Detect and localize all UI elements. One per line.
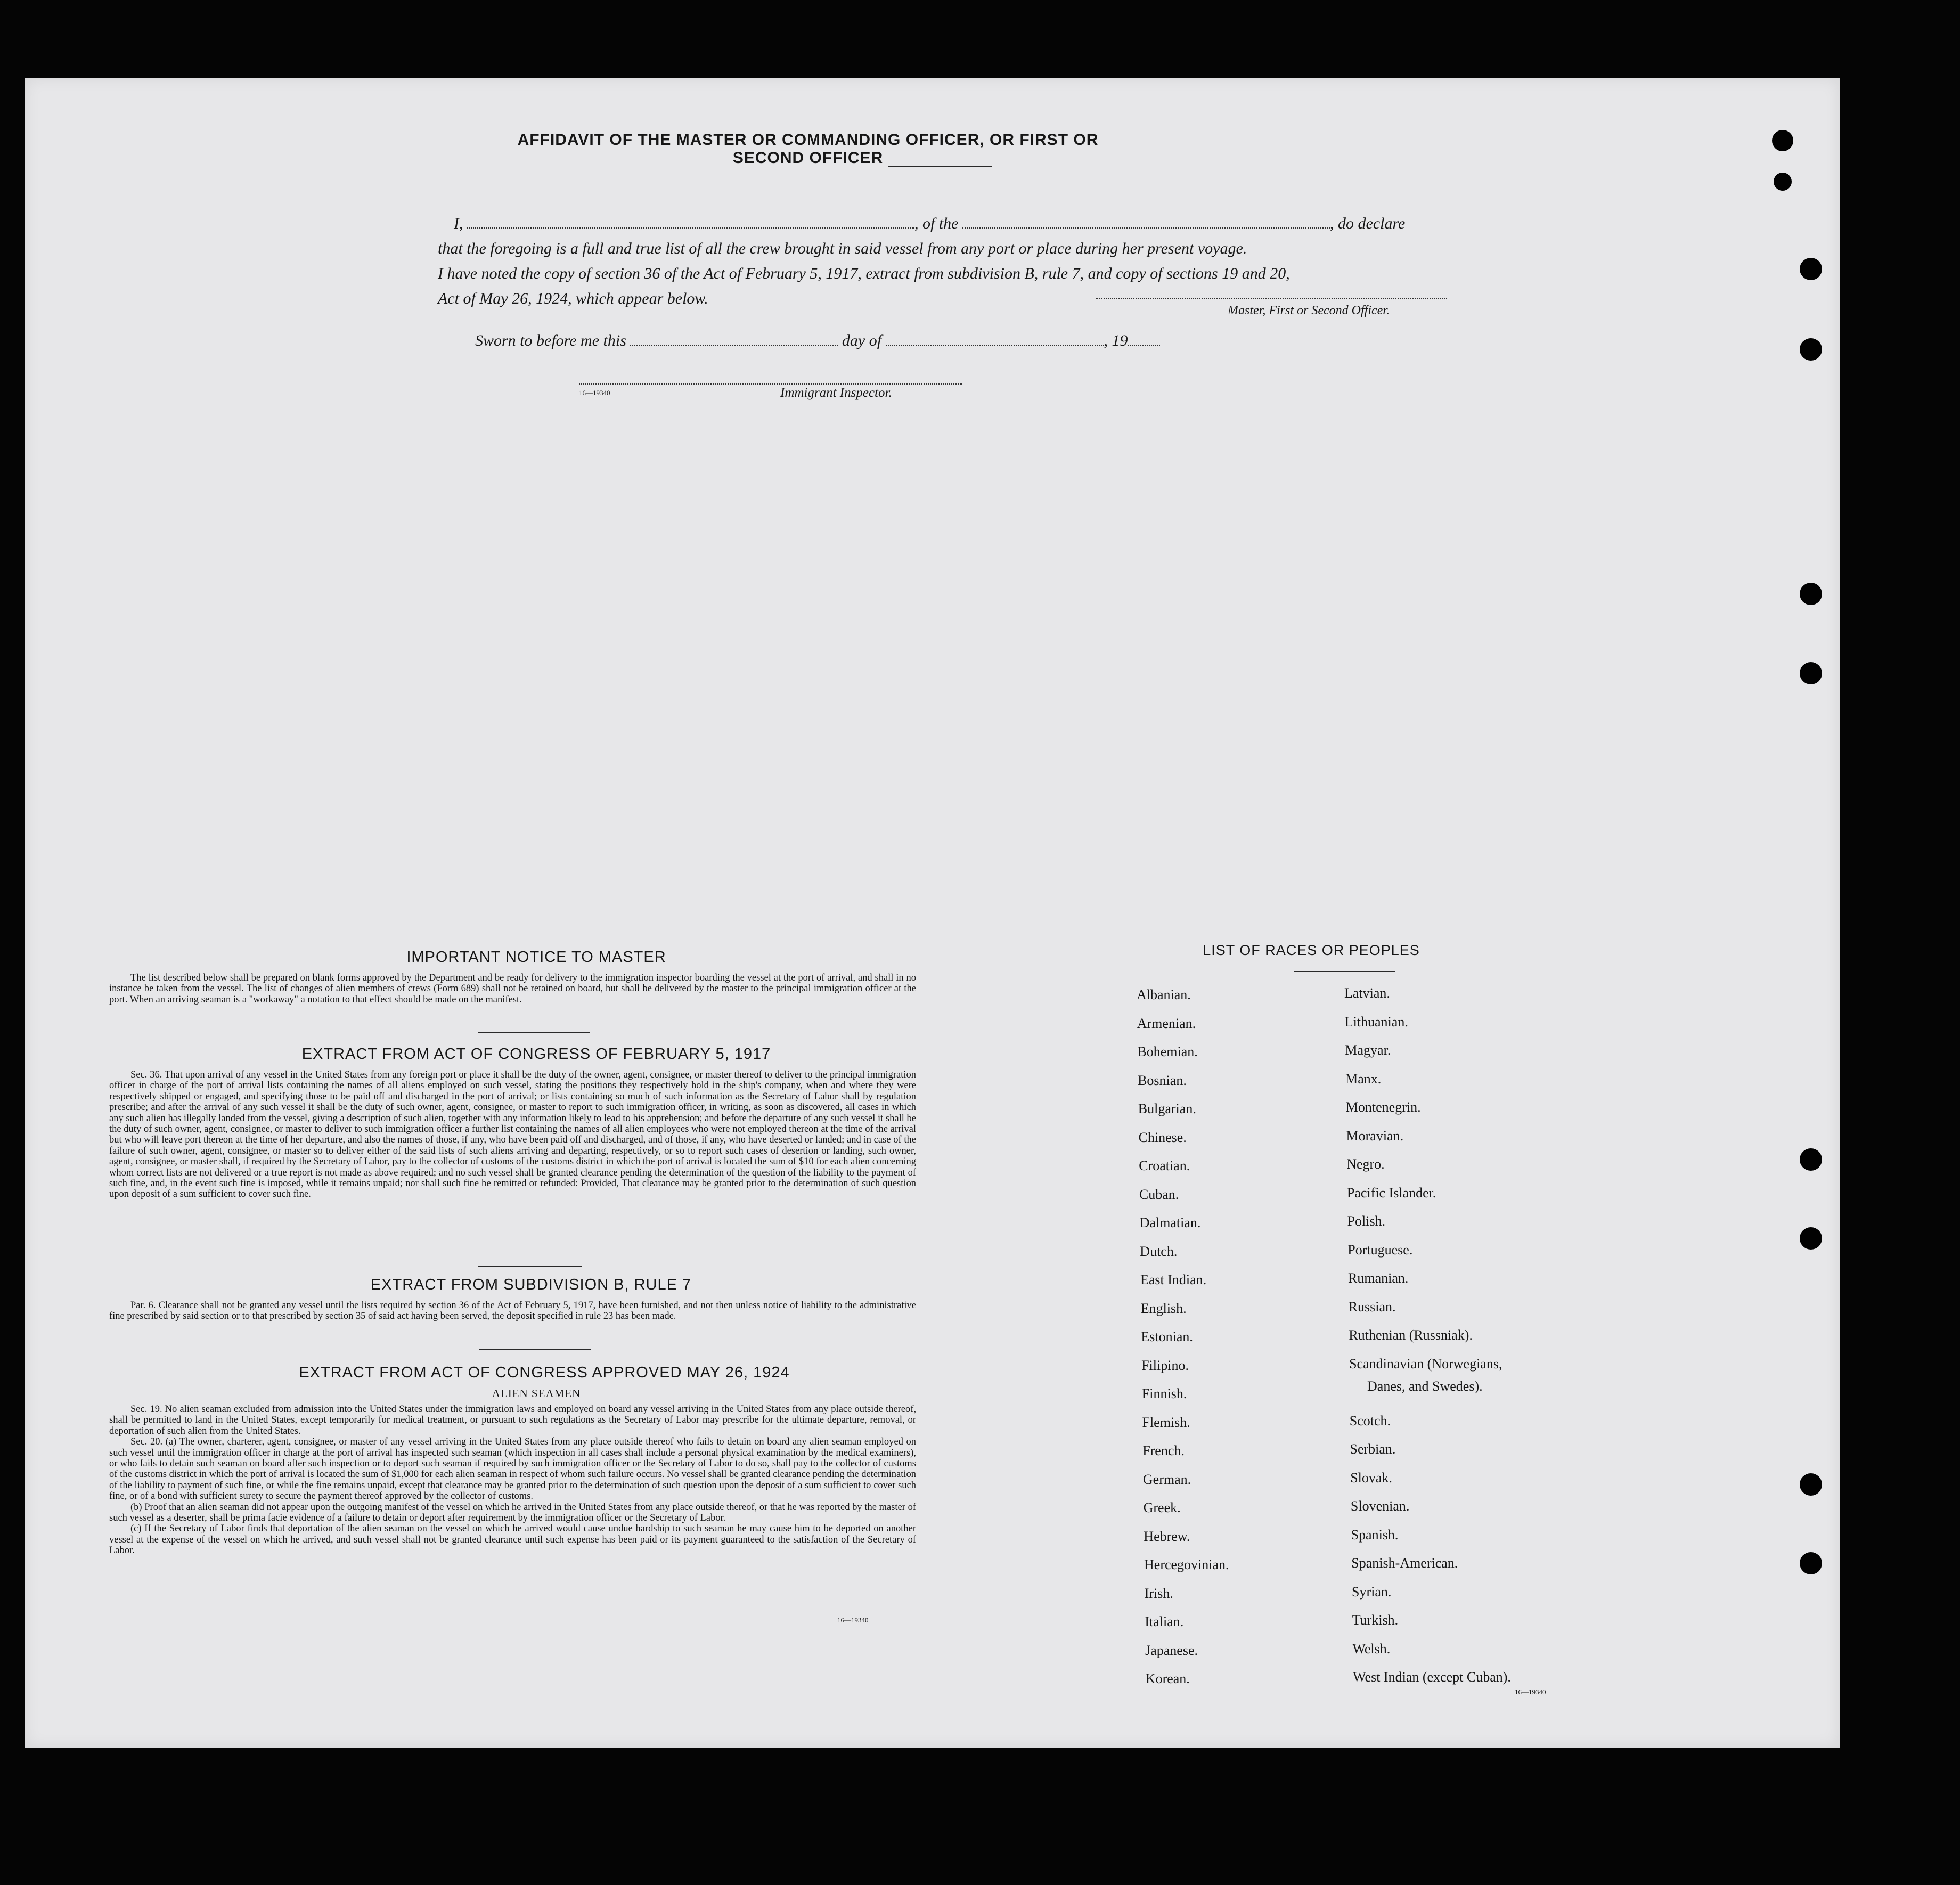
- declaration-of-the: , of the: [914, 215, 959, 232]
- punch-hole: [1800, 662, 1822, 684]
- race-item: Spanish.: [1351, 1527, 1399, 1543]
- race-item: Dalmatian.: [1139, 1215, 1201, 1230]
- race-item: West Indian (except Cuban).: [1353, 1669, 1511, 1685]
- races-form-number: 16—19340: [1515, 1688, 1546, 1696]
- race-item: Portuguese.: [1348, 1242, 1413, 1258]
- punch-hole: [1774, 173, 1792, 191]
- notice-text: [109, 973, 916, 1005]
- race-item: Pacific Islander.: [1346, 1185, 1436, 1201]
- race-item: Polish.: [1347, 1213, 1386, 1229]
- race-item: Korean.: [1145, 1671, 1190, 1686]
- sworn-text: Sworn to before me this: [475, 332, 626, 349]
- day-of-text: day of: [842, 332, 882, 349]
- race-item: Bohemian.: [1137, 1044, 1198, 1059]
- race-item: Bulgarian.: [1138, 1101, 1196, 1116]
- affidavit-title: AFFIDAVIT OF THE MASTER OR COMMANDING OFFICER, OR FIRST OR SECOND OFFICER: [517, 131, 1099, 167]
- race-item: Estonian.: [1141, 1329, 1193, 1344]
- declaration-line-2: that the foregoing is a full and true list of all the crew brought in said vessel from any port or place during her present voyage.: [438, 240, 1247, 257]
- master-signature-line[interactable]: [1096, 298, 1447, 299]
- race-item: Serbian.: [1350, 1441, 1396, 1457]
- punch-hole: [1800, 1148, 1822, 1171]
- race-item: Spanish-American.: [1351, 1555, 1458, 1571]
- master-signature-label: Master, First or Second Officer.: [1228, 304, 1390, 317]
- affidavit-form-number: 16—19340: [579, 389, 610, 397]
- section-19: Sec. 19. No alien seaman excluded from admission into the United States under the immigration laws and employed on board any vessel arriving in the United States from any place outside thereof, shall be permitted to land in the United States, except temporarily for medical treatment, or pursuant to such regulations as the Secretary of Labor may prescribe for the ultimate departure, removal, or deportation of such alien from the United States.: [109, 1404, 916, 1437]
- declaration-line: [438, 211, 1476, 236]
- extract-1924-title: EXTRACT FROM ACT OF CONGRESS APPROVED MAY 26, 1924: [299, 1364, 790, 1381]
- sworn-day-field[interactable]: [630, 333, 838, 346]
- race-item: Negro.: [1346, 1156, 1385, 1172]
- alien-seamen-subtitle: ALIEN SEAMEN: [492, 1387, 581, 1400]
- extract-1917-text: [109, 1070, 916, 1200]
- declaration-i: I,: [454, 215, 463, 232]
- punch-hole: [1800, 1552, 1822, 1574]
- declaration-do-declare: , do declare: [1330, 215, 1406, 232]
- name-field[interactable]: [467, 216, 914, 229]
- punch-hole: [1800, 258, 1822, 280]
- race-item: Turkish.: [1352, 1612, 1399, 1628]
- title-divider: [888, 166, 992, 167]
- race-item: East Indian.: [1140, 1272, 1207, 1287]
- races-divider: [1294, 971, 1395, 972]
- race-item: Slovenian.: [1350, 1498, 1410, 1514]
- race-item: Cuban.: [1139, 1186, 1179, 1202]
- punch-hole: [1772, 130, 1793, 151]
- sworn-year-field[interactable]: [1128, 333, 1160, 346]
- section-20b: (b) Proof that an alien seaman did not appear upon the outgoing manifest of the vessel on which he arrived in the United States from any place outside thereof, or that he was reported by the master of such vessel as a deserter, shall be prima facie evidence of a failure to detain or deport after requirement by the immigration officer or the Secretary of Labor.: [109, 1502, 916, 1524]
- race-item: Syrian.: [1352, 1584, 1392, 1600]
- extract-1917-title: EXTRACT FROM ACT OF CONGRESS OF FEBRUARY 5, 1917: [301, 1046, 771, 1063]
- rule-7-text: [109, 1300, 916, 1322]
- race-item: Slovak.: [1350, 1470, 1392, 1486]
- extract-form-number: 16—19340: [837, 1616, 869, 1624]
- notice-paragraph: The list described below shall be prepared on blank forms approved by the Department and be ready for delivery to the immigration inspector boarding the vessel at the port of arrival, and shall in no instance be taken from the vessel. The list of changes of alien members of crews (Form 689) shall not be retained on board, but shall be delivered by the master to the principal immigration officer at the port. When an arriving seaman is a "workaway" a notation to that effect should be made on the manifest.: [109, 973, 916, 1005]
- rule-7-title: EXTRACT FROM SUBDIVISION B, RULE 7: [370, 1276, 692, 1293]
- race-item: Russian.: [1348, 1299, 1396, 1315]
- race-item: Chinese.: [1138, 1129, 1187, 1145]
- race-item: Welsh.: [1352, 1641, 1391, 1656]
- race-item: Hebrew.: [1144, 1528, 1190, 1544]
- race-item: Latvian.: [1344, 985, 1390, 1001]
- section-36: Sec. 36. That upon arrival of any vessel in the United States from any foreign port or place it shall be the duty of the owner, agent, consignee, or master thereof to deliver to the principal immigration officer in charge of the port of arrival lists containing the names of all aliens employed on such vessel, stating the positions they respectively hold in the ship's company, when and where they were respectively shipped or engaged, and specifying those to be paid off and discharged in the port of arrival; or lists containing so much of such information as the Secretary of Labor shall by regulation prescribe; and after the arrival of any such vessel it shall be the duty of such owner, agent, consignee, or master to report to such immigration officer, in writing, as soon as discovered, all cases in which any such alien has illegally landed from the vessel, giving a description of such alien, together with any information likely to lead to his apprehension; and before the departure of any such vessel it shall be the duty of such owner, agent, consignee, or master to deliver to such immigration officer a further list containing the names of all alien employees who were not employed thereon at the time of the arrival but who will leave port thereon at the time of her departure, and also the names of those, if any, who have been paid off and discharged, and of those, if any, who have deserted or landed; and in case of the failure of such owner, agent, consignee, or master so to deliver either of the said lists of such aliens arriving and departing, respectively, or so to report such cases of desertion or landing, such owner, agent, consignee, or master shall, if required by the Secretary of Labor, pay to the collector of customs of the customs district in which the port of arrival is located the sum of $10 for each alien concerning whom correct lists are not delivered or a true report is not made as above required; and no such vessel shall be granted clearance pending the determination of the question of the liability to the payment of such fine, and, in the event such fine is imposed, while it remains unpaid; nor shall such fine be remitted or refunded: Provided, That clearance may be granted prior to the determination of such question upon deposit of a sum sufficient to cover such fine.: [109, 1070, 916, 1200]
- race-item: Montenegrin.: [1345, 1099, 1421, 1115]
- section-20a: Sec. 20. (a) The owner, charterer, agent, consignee, or master of any vessel arriving in the United States from any place outside thereof who fails to detain on board any alien seaman employed on such vessel until the immigration officer in charge at the port of arrival has inspected such seaman (which inspection in all cases shall include a personal physical examination by the medical examiners), or who fails to detain such seaman on board after such inspection or to deport such seaman if required by such immigration officer or the Secretary of Labor to do so, shall pay to the collector of customs of the customs district in which the port of arrival is located the sum of $1,000 for each alien seaman in respect of whom such failure occurs. No vessel shall be granted clearance pending the determination of the liability to payment of such fine, or while the fine remains unpaid, except that clearance may be granted prior to the determination of such question upon the deposit of a sum sufficient to cover such fine, or of a bond with sufficient surety to secure the payment thereof approved by the collector of customs.: [109, 1437, 916, 1502]
- race-item: Scandinavian (Norwegians,: [1349, 1356, 1502, 1372]
- vessel-field[interactable]: [962, 216, 1330, 229]
- year-prefix: , 19: [1104, 332, 1128, 349]
- race-item: Lithuanian.: [1344, 1014, 1408, 1030]
- punch-hole: [1800, 338, 1822, 361]
- race-item: Japanese.: [1145, 1642, 1198, 1658]
- race-item: Italian.: [1145, 1614, 1184, 1629]
- inspector-label: Immigrant Inspector.: [780, 386, 892, 400]
- race-item: Bosnian.: [1138, 1072, 1187, 1088]
- scandinavian-continuation: Danes, and Swedes).: [1367, 1378, 1483, 1394]
- race-item: Albanian.: [1137, 987, 1191, 1002]
- race-item: Croatian.: [1139, 1158, 1190, 1173]
- affidavit-body: [438, 211, 1476, 311]
- extract-1917-divider: [478, 1266, 582, 1267]
- notice-title: IMPORTANT NOTICE TO MASTER: [406, 949, 666, 966]
- race-item: Irish.: [1144, 1585, 1173, 1601]
- sworn-month-field[interactable]: [886, 333, 1104, 346]
- race-item: Armenian.: [1137, 1015, 1196, 1031]
- rule-7-divider: [479, 1349, 591, 1350]
- race-item: French.: [1142, 1443, 1185, 1458]
- race-item: German.: [1142, 1471, 1191, 1487]
- paragraph-6: Par. 6. Clearance shall not be granted any vessel until the lists required by section 36 of the Act of February 5, 1917, have been furnished, and not then unless notice of liability to the administrative fine prescribed by said section or to that prescribed by section 35 of said act having been served, the deposit specified in rule 23 has been made.: [109, 1300, 916, 1322]
- race-item: Flemish.: [1142, 1414, 1190, 1430]
- punch-hole: [1800, 583, 1822, 605]
- extract-1924-text: [109, 1404, 916, 1556]
- race-item: Filipino.: [1141, 1357, 1189, 1373]
- race-item: English.: [1140, 1300, 1187, 1316]
- race-item: Finnish.: [1141, 1386, 1187, 1401]
- race-item: Magyar.: [1345, 1042, 1391, 1058]
- race-item: Moravian.: [1346, 1128, 1404, 1144]
- notice-divider: [478, 1032, 590, 1033]
- punch-hole: [1800, 1227, 1822, 1250]
- punch-hole: [1800, 1473, 1822, 1496]
- race-item: Dutch.: [1140, 1243, 1178, 1259]
- section-20c: (c) If the Secretary of Labor finds that deportation of the alien seaman on the vessel on which he arrived would cause undue hardship to such seaman he may cause him to be deported on another vessel at the expense of the vessel on which he arrived, and such vessel shall not be granted clearance until such expense has been paid or its payment guaranteed to the satisfaction of the Secretary of Labor.: [109, 1523, 916, 1556]
- race-item: Ruthenian (Russniak).: [1349, 1327, 1473, 1343]
- race-item: Rumanian.: [1348, 1270, 1409, 1286]
- inspector-signature-line[interactable]: [579, 383, 962, 385]
- race-item: Hercegovinian.: [1144, 1557, 1229, 1572]
- races-title: LIST OF RACES OR PEOPLES: [1203, 942, 1420, 958]
- declaration-line-4: Act of May 26, 1924, which appear below.: [438, 290, 708, 307]
- race-item: Greek.: [1143, 1500, 1181, 1515]
- sworn-line: [475, 328, 1160, 353]
- declaration-line-3: I have noted the copy of section 36 of the Act of February 5, 1917, extract from subdivision B, rule 7, and copy of sections 19 and 20,: [438, 265, 1290, 282]
- race-item: Scotch.: [1349, 1413, 1391, 1429]
- form-sheet: [25, 78, 1840, 1748]
- race-item: Manx.: [1345, 1071, 1382, 1087]
